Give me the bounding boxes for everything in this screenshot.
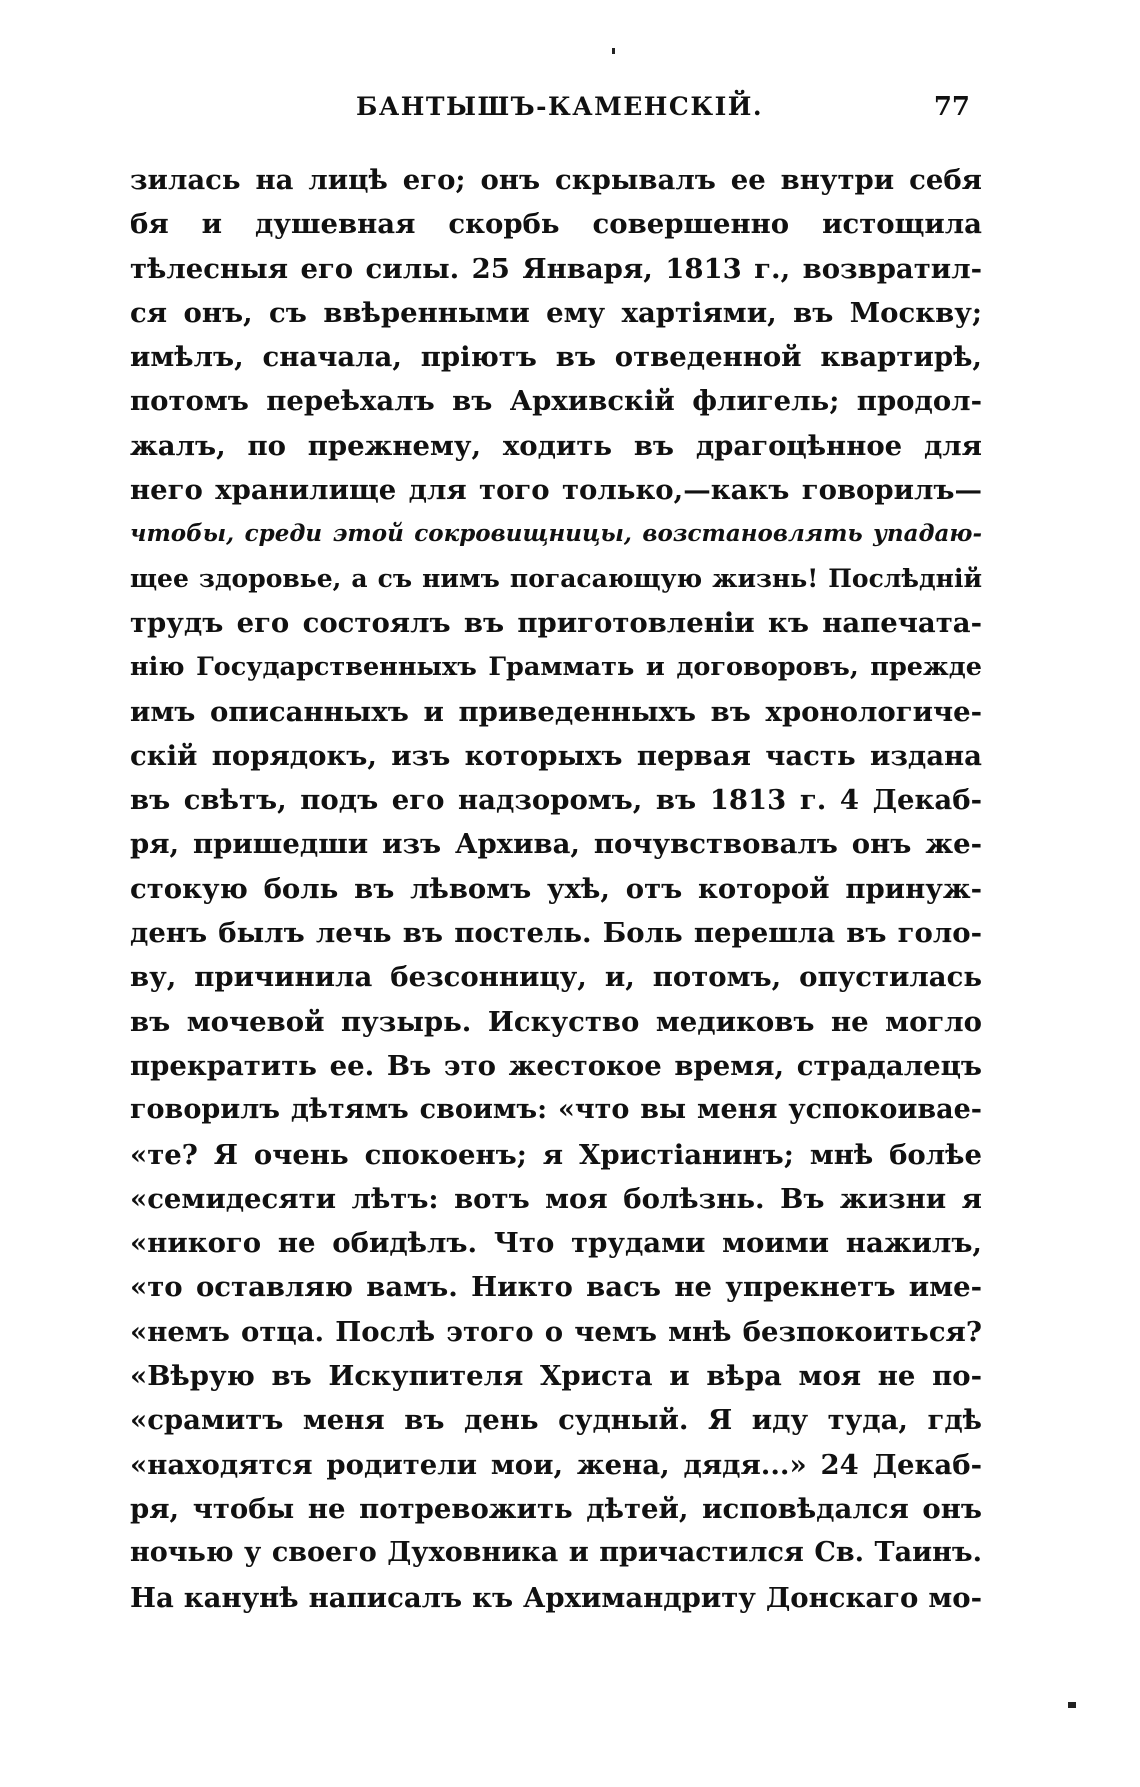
text-line: «немъ отца. Послѣ этого о чемъ мнѣ безпокоиться?: [130, 1315, 982, 1348]
text-line: жалъ, по прежнему, ходить въ драгоцѣнное для: [130, 429, 982, 462]
text-line: потомъ переѣхалъ въ Архивскій флигель; продол-: [130, 385, 982, 418]
text-line: ря, пришедши изъ Архива, почувствовалъ онъ же-: [130, 828, 982, 861]
text-line: «срамитъ меня въ день судный. Я иду туда, гдѣ: [130, 1404, 982, 1437]
text-line: ву, причинила безсонницу, и, потомъ, опустилась: [130, 961, 982, 994]
text-line: зилась на лицѣ его; онъ скрывалъ ее внутри себя: [130, 164, 982, 196]
text-line: тѣлесныя его силы. 25 Января, 1813 г., возвратил-: [130, 252, 982, 285]
text-line: «то оставляю вамъ. Никто васъ не упрекнетъ име-: [130, 1271, 982, 1304]
text-line: щее здоровье, а съ нимъ погасающую жизнь! Послѣдній: [130, 563, 982, 593]
print-speck: [612, 48, 615, 54]
text-line: ночью у своего Духовника и причастился Св. Таинъ.: [130, 1537, 982, 1569]
page-number: 77: [933, 92, 970, 122]
text-line: имѣлъ, сначала, пріютъ въ отведенной квартирѣ,: [130, 341, 982, 374]
text-line: «Вѣрую въ Искупителя Христа и вѣра моя не по-: [130, 1360, 982, 1393]
text-line: въ мочевой пузырь. Искуство медиковъ не могло: [130, 1005, 982, 1038]
body-text: [130, 158, 982, 1620]
text-line: бя и душевная скорбь совершенно истощила: [130, 208, 982, 241]
text-line: чтобы, среди этой сокровищницы, возстановлять упадаю-: [130, 520, 982, 548]
text-line: нію Государственныхъ Граммать и договоровъ, прежде: [130, 652, 982, 683]
page-header: [130, 92, 982, 132]
text-line: «находятся родители мои, жена, дядя...» 24 Декаб-: [130, 1448, 982, 1481]
text-line: прекратить ее. Въ это жестокое время, страдалецъ: [130, 1049, 982, 1082]
text-line: ря, чтобы не потревожить дѣтей, исповѣдался онъ: [130, 1492, 982, 1525]
text-line: стокую боль въ лѣвомъ ухѣ, отъ которой принуж-: [130, 872, 982, 905]
text-line: «никого не обидѣлъ. Что трудами моими нажилъ,: [130, 1227, 982, 1260]
text-line: имъ описанныхъ и приведенныхъ въ хронологиче-: [130, 695, 982, 728]
print-speck: [1068, 1702, 1076, 1708]
text-line: ся онъ, съ ввѣренными ему хартіями, въ Москву;: [130, 296, 982, 329]
text-line: денъ былъ лечь въ постель. Боль перешла въ голо-: [130, 917, 982, 950]
text-line: въ свѣтъ, подъ его надзоромъ, въ 1813 г. 4 Декаб-: [130, 784, 982, 817]
text-line: «семидесяти лѣтъ: вотъ моя болѣзнь. Въ жизни я: [130, 1182, 982, 1215]
running-title: БАНТЫШЪ-КАМЕНСКІЙ.: [356, 92, 764, 121]
text-line: него хранилище для того только,—какъ говорилъ—: [130, 474, 982, 507]
text-line: трудъ его состоялъ въ приготовленіи къ напечата-: [130, 606, 982, 639]
text-line: «те? Я очень спокоенъ; я Христіанинъ; мнѣ болѣе: [130, 1138, 982, 1171]
text-line: скій порядокъ, изъ которыхъ первая часть издана: [130, 739, 982, 772]
text-line: На канунѣ написалъ къ Архимандриту Донскаго мо-: [130, 1581, 982, 1614]
text-line: говорилъ дѣтямъ своимъ: «что вы меня успокоивае-: [130, 1094, 982, 1126]
